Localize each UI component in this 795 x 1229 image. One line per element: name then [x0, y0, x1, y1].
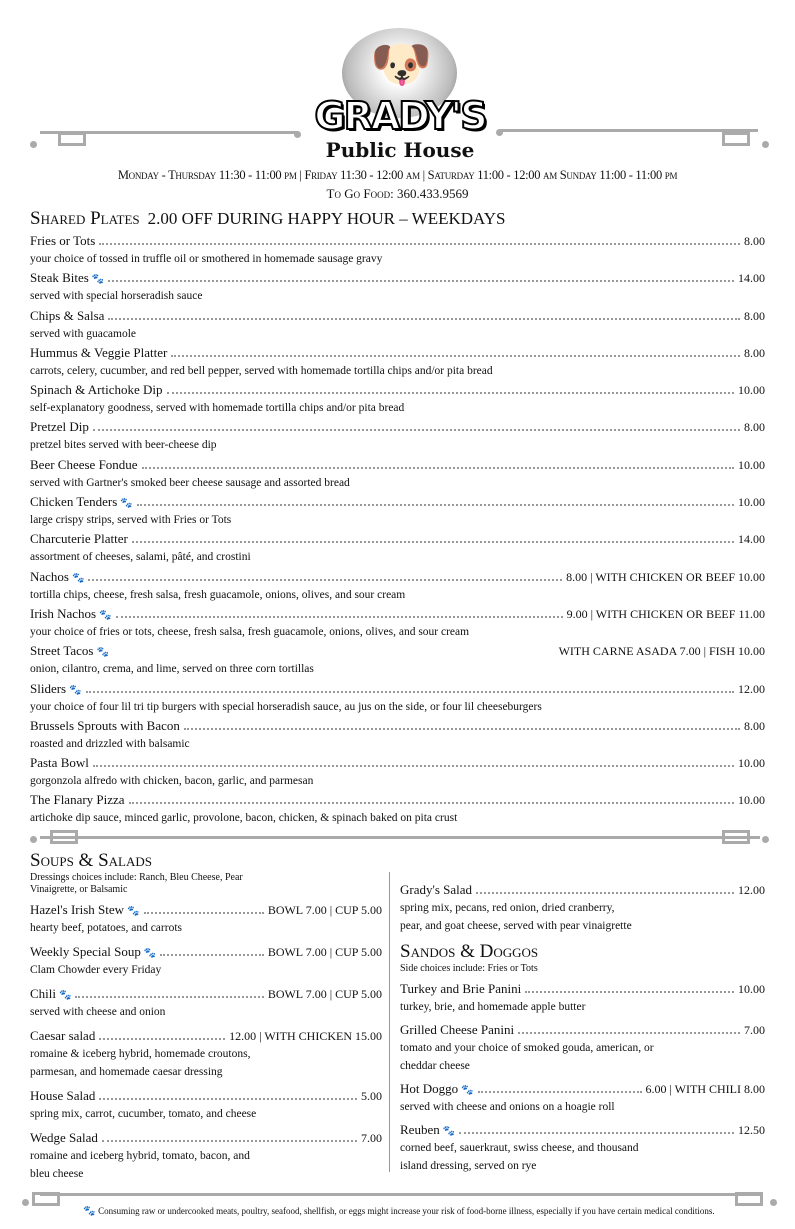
item-price: 10.00	[738, 793, 765, 808]
item-price: BOWL 7.00 | CUP 5.00	[267, 903, 382, 917]
dotted-leader	[108, 318, 740, 320]
dotted-leader	[144, 912, 264, 914]
item-price: 9.00 | WITH CHICKEN OR BEEF 11.00	[566, 606, 765, 621]
logo-name: GRADY'S	[314, 94, 486, 138]
menu-item	[30, 417, 765, 454]
dotted-leader	[99, 1098, 357, 1100]
item-price: 12.50	[738, 1123, 765, 1137]
item-price: 6.00 | WITH CHILI 8.00	[645, 1082, 765, 1096]
item-name: The Flanary Pizza	[30, 792, 125, 808]
menu-item	[30, 1086, 382, 1123]
menu-item	[30, 900, 382, 937]
item-price: 8.00	[744, 718, 765, 733]
menu-item	[30, 455, 765, 492]
menu-item	[30, 306, 765, 343]
item-description: assortment of cheeses, salami, pâté, and crostini	[30, 551, 251, 564]
item-name: Brussels Sprouts with Bacon	[30, 717, 180, 733]
item-price: 8.00	[744, 345, 765, 360]
menu-item	[30, 790, 765, 827]
paw-icon: 🐾	[91, 274, 105, 286]
dotted-leader	[137, 504, 734, 506]
item-description: pear, and goat cheese, served with pear vinaigrette	[400, 920, 632, 932]
dotted-leader	[142, 467, 734, 469]
item-name: Grady's Salad	[400, 882, 473, 897]
item-description: gorgonzola alfredo with chicken, bacon, garlic, and parmesan	[30, 775, 314, 788]
dotted-leader	[99, 243, 740, 245]
item-price: WITH CARNE ASADA 7.00 | FISH 10.00	[558, 644, 765, 659]
column-divider	[389, 872, 390, 1172]
item-price: BOWL 7.00 | CUP 5.00	[267, 987, 382, 1001]
item-name: Chicken Tenders	[30, 494, 118, 510]
menu-item	[400, 1120, 765, 1175]
item-description: self-explanatory goodness, served with homemade tortilla chips and/or pita bread	[30, 402, 405, 415]
section-title: Sandos & Doggos	[400, 941, 539, 962]
item-description: spring mix, carrot, cucumber, tomato, and cheese	[30, 1108, 257, 1120]
item-price: BOWL 7.00 | CUP 5.00	[267, 945, 382, 959]
item-description: carrots, celery, cucumber, and red bell pepper, served with homemade tortilla chips and/or pita bread	[30, 364, 493, 377]
item-description: island dressing, served on rye	[400, 1160, 537, 1172]
menu-item	[400, 979, 765, 1016]
menu-item	[400, 880, 765, 935]
dotted-leader	[93, 765, 734, 767]
item-description: bleu cheese	[30, 1168, 84, 1180]
item-name: Beer Cheese Fondue	[30, 456, 138, 472]
opening-hours: Monday - Thursday 11:30 - 11:00 pm | Friday 11:30 - 12:00 am | Saturday 11:00 - 12:00 am Sunday 11:00 - 11:00 pm	[117, 168, 678, 182]
item-price: 14.00	[738, 271, 765, 286]
menu-item	[30, 343, 765, 380]
item-name: Reuben	[400, 1122, 440, 1137]
dotted-leader	[108, 280, 734, 282]
paw-icon: 🐾	[442, 1126, 456, 1137]
item-description: romaine & iceberg hybrid, homemade croutons,	[30, 1048, 251, 1060]
item-price: 5.00	[361, 1089, 382, 1103]
section-title: Soups & Salads	[30, 850, 152, 871]
dotted-leader	[476, 892, 734, 894]
paw-icon: 🐾	[69, 684, 82, 696]
item-description: corned beef, sauerkraut, swiss cheese, and thousand	[400, 1142, 639, 1154]
item-description: Clam Chowder every Friday	[30, 964, 162, 976]
dotted-leader	[132, 541, 734, 543]
item-name: Fries or Tots	[30, 233, 96, 248]
dotted-leader	[75, 996, 263, 998]
item-name: Caesar salad	[30, 1028, 96, 1043]
menu-item	[30, 604, 765, 641]
item-description: tortilla chips, cheese, fresh salsa, fresh guacamole, onions, olives, and sour cream	[30, 588, 406, 601]
item-price: 10.00	[738, 495, 765, 510]
item-description: served with cheese and onions on a hoagie roll	[400, 1101, 615, 1113]
paw-icon: 🐾	[59, 990, 72, 1001]
menu-item	[400, 1079, 765, 1116]
happy-hour-note: 2.00 OFF DURING HAPPY HOUR – WEEKDAYS	[147, 209, 506, 228]
menu-item	[30, 567, 765, 604]
menu-item	[30, 231, 765, 268]
paw-icon: 🐾	[83, 1206, 96, 1217]
menu-item	[30, 984, 382, 1021]
right-column	[400, 880, 765, 1179]
item-name: Irish Nachos	[30, 605, 97, 621]
item-name: Chili	[30, 986, 57, 1001]
item-price: 8.00	[744, 234, 765, 248]
dressings-note: Dressings choices include: Ranch, Bleu Cheese, Pear Vinaigrette, or Balsamic	[30, 872, 243, 895]
dog-icon: 🐶	[370, 36, 433, 92]
item-description: artichoke dip sauce, minced garlic, provolone, bacon, chicken, & spinach baked on pita crust	[30, 812, 458, 825]
menu-item	[30, 641, 765, 678]
item-description: your choice of four lil tri tip burgers with special horseradish sauce, au jus on the side, or four lil cheeseburgers	[30, 700, 542, 713]
logo-subtitle: Public House	[325, 138, 475, 162]
dotted-leader	[184, 728, 740, 730]
item-description: served with Gartner's smoked beer cheese sausage and assorted bread	[30, 476, 350, 489]
menu-item	[30, 529, 765, 566]
dotted-leader	[167, 392, 734, 394]
menu-item	[30, 268, 765, 305]
menu-item	[30, 380, 765, 417]
paw-icon: 🐾	[72, 572, 85, 584]
item-description: turkey, brie, and homemade apple butter	[400, 1001, 586, 1013]
menu-item	[30, 753, 765, 790]
item-price: 7.00	[361, 1131, 382, 1145]
item-description: romaine and iceberg hybrid, tomato, bacon, and	[30, 1150, 250, 1162]
dotted-leader	[102, 1140, 357, 1142]
item-name: Charcuterie Platter	[30, 531, 128, 547]
dotted-leader	[116, 616, 563, 618]
menu-item	[30, 716, 765, 753]
item-price: 14.00	[738, 532, 765, 547]
section-title: Shared Plates 2.00 OFF DURING HAPPY HOUR – WEEKDAYS	[30, 208, 506, 229]
item-description: served with special horseradish sauce	[30, 290, 203, 303]
menu-item	[400, 1020, 765, 1075]
item-price: 12.00 | WITH CHICKEN 15.00	[229, 1029, 382, 1043]
item-description: hearty beef, potatoes, and carrots	[30, 922, 182, 934]
item-name: House Salad	[30, 1088, 96, 1103]
item-name: Sliders	[30, 680, 67, 696]
menu-item	[30, 1026, 382, 1081]
item-description: pretzel bites served with beer-cheese dip	[30, 439, 217, 452]
soups-salads-section	[30, 850, 382, 1188]
dotted-leader	[86, 691, 734, 693]
item-price: 10.00	[738, 383, 765, 398]
item-description: tomato and your choice of smoked gouda, american, or	[400, 1042, 654, 1054]
dotted-leader	[525, 991, 734, 993]
item-description: spring mix, pecans, red onion, dried cranberry,	[400, 902, 615, 914]
item-price: 12.00	[738, 681, 765, 696]
menu-item	[30, 492, 765, 529]
item-price: 8.00 | WITH CHICKEN OR BEEF 10.00	[566, 569, 765, 584]
sides-note: Side choices include: Fries or Tots	[400, 963, 538, 974]
item-name: Weekly Special Soup	[30, 944, 141, 959]
item-name: Grilled Cheese Panini	[400, 1022, 515, 1037]
dotted-leader	[478, 1091, 642, 1093]
dotted-leader	[93, 429, 740, 431]
to-go-phone: To Go Food: 360.433.9569	[326, 186, 469, 201]
logo	[310, 28, 490, 163]
item-description: served with guacamole	[30, 327, 137, 340]
item-description: roasted and drizzled with balsamic	[30, 737, 190, 750]
item-description: your choice of tossed in truffle oil or smothered in homemade sausage gravy	[30, 253, 383, 265]
shared-plates-section	[30, 208, 765, 828]
item-price: 12.00	[738, 883, 765, 897]
item-name: Spinach & Artichoke Dip	[30, 382, 163, 398]
dotted-leader	[129, 802, 734, 804]
item-price: 8.00	[744, 420, 765, 435]
item-description: large crispy strips, served with Fries or Tots	[30, 514, 232, 527]
dotted-leader	[459, 1132, 734, 1134]
item-name: Hot Doggo	[400, 1081, 459, 1096]
item-price: 7.00	[744, 1023, 765, 1037]
dotted-leader	[171, 355, 740, 357]
menu-item	[30, 679, 765, 716]
item-price: 10.00	[738, 982, 765, 996]
item-description: your choice of fries or tots, cheese, fresh salsa, fresh guacamole, onions, olives, and sour cream	[30, 625, 470, 638]
item-name: Turkey and Brie Panini	[400, 981, 522, 996]
food-safety-disclaimer: 🐾 Consuming raw or undercooked meats, poultry, seafood, shellfish, or eggs might increase your risk of food-borne illness, especially if you have certain medical conditions.	[83, 1206, 715, 1217]
paw-icon: 🐾	[96, 647, 109, 659]
item-price: 10.00	[738, 756, 765, 771]
dotted-leader	[88, 579, 562, 581]
paw-icon: 🐾	[120, 498, 133, 510]
item-price: 8.00	[744, 308, 765, 323]
item-name: Hazel's Irish Stew	[30, 902, 125, 917]
paw-icon: 🐾	[461, 1085, 474, 1096]
item-description: onion, cilantro, crema, and lime, served on three corn tortillas	[30, 663, 314, 676]
item-description: served with cheese and onion	[30, 1006, 166, 1018]
item-description: parmesan, and homemade caesar dressing	[30, 1066, 223, 1078]
paw-icon: 🐾	[143, 948, 157, 959]
paw-icon: 🐾	[99, 609, 112, 621]
dotted-leader	[99, 1038, 225, 1040]
item-name: Pasta Bowl	[30, 755, 89, 771]
item-name: Pretzel Dip	[30, 419, 89, 435]
menu-item	[30, 942, 382, 979]
item-name: Hummus & Veggie Platter	[30, 344, 168, 360]
item-name: Nachos	[30, 568, 69, 584]
item-name: Wedge Salad	[30, 1130, 98, 1145]
item-price: 10.00	[738, 457, 765, 472]
dotted-leader	[160, 954, 263, 956]
item-description: cheddar cheese	[400, 1060, 470, 1072]
paw-icon: 🐾	[127, 906, 140, 917]
item-name: Steak Bites	[30, 270, 89, 286]
item-name: Street Tacos	[30, 643, 94, 659]
dotted-leader	[518, 1032, 740, 1034]
menu-item	[30, 1128, 382, 1183]
item-name: Chips & Salsa	[30, 307, 105, 323]
